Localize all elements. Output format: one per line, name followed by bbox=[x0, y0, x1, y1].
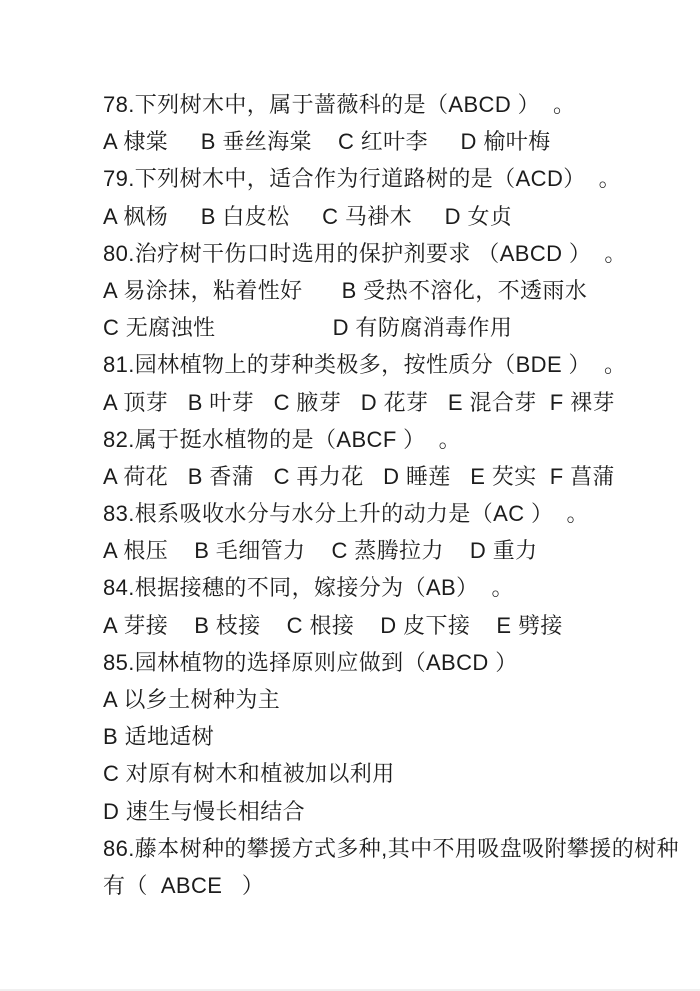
question-84-stem: 84.根据接穗的不同，嫁接分为（AB） 。 bbox=[103, 575, 514, 601]
question-82-stem: 82.属于挺水植物的是（ABCF ） 。 bbox=[103, 426, 461, 452]
question-81-stem: 81.园林植物上的芽种类极多，按性质分（BDE ） 。 bbox=[103, 352, 627, 378]
document-page bbox=[103, 86, 679, 904]
question-85-option-c: C 对原有树木和植被加以利用 bbox=[103, 761, 395, 787]
question-83-options: A 根压 B 毛细管力 C 蒸腾拉力 D 重力 bbox=[103, 538, 538, 564]
question-79-options: A 枫杨 B 白皮松 C 马褂木 D 女贞 bbox=[103, 203, 513, 229]
question-86-stem-line2: 有（ ABCE ） bbox=[103, 872, 265, 898]
question-80-options-cd: C 无腐浊性 D 有防腐消毒作用 bbox=[103, 315, 513, 341]
question-85-option-b: B 适地适树 bbox=[103, 724, 215, 750]
question-80-stem: 80.治疗树干伤口时选用的保护剂要求 （ABCD ） 。 bbox=[103, 240, 627, 266]
question-79-stem: 79.下列树木中，适合作为行道路树的是（ACD） 。 bbox=[103, 166, 622, 192]
question-85-option-a: A 以乡土树种为主 bbox=[103, 687, 281, 712]
question-80-options-ab: A 易涂抹，粘着性好 B 受热不溶化，不透雨水 bbox=[103, 277, 588, 303]
question-78-options: A 棣棠 B 垂丝海棠 C 红叶李 D 榆叶梅 bbox=[103, 129, 551, 155]
question-83-stem: 83.根系吸收水分与水分上升的动力是（AC ） 。 bbox=[103, 501, 589, 527]
question-85-option-d: D 速生与慢长相结合 bbox=[103, 798, 306, 824]
question-84-options: A 芽接 B 枝接 C 根接 D 皮下接 E 劈接 bbox=[103, 612, 563, 638]
question-81-options: A 顶芽 B 叶芽 C 腋芽 D 花芽 E 混合芽 F 裸芽 bbox=[103, 389, 615, 415]
question-82-options: A 荷花 B 香蒲 C 再力花 D 睡莲 E 芡实 F 菖蒲 bbox=[103, 463, 615, 489]
question-86-stem-line1: 86.藤本树种的攀援方式多种,其中不用吸盘吸附攀援的树种 bbox=[103, 835, 679, 861]
question-85-stem: 85.园林植物的选择原则应做到（ABCD ） bbox=[103, 649, 518, 675]
question-78-stem: 78.下列树木中，属于蔷薇科的是（ABCD ） 。 bbox=[103, 92, 576, 117]
